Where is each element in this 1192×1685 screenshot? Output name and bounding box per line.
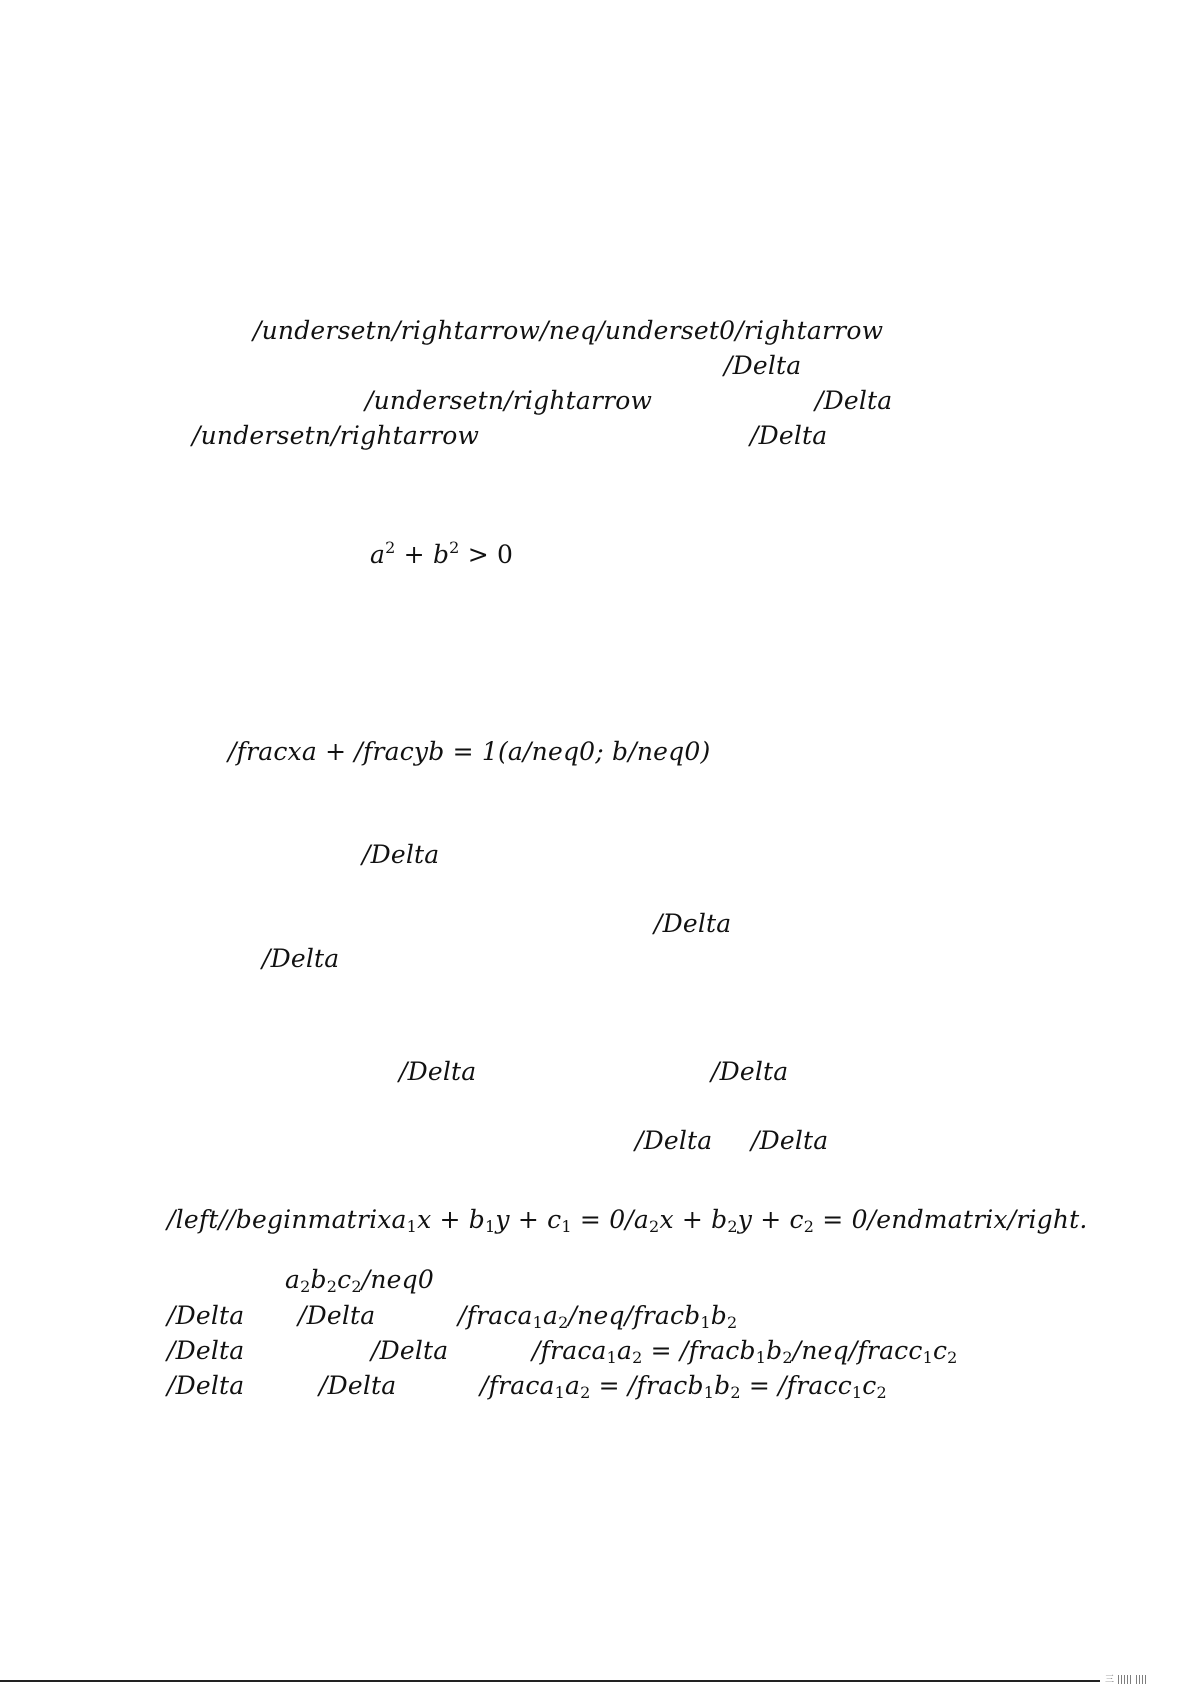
- formula-delta: /Delta: [751, 1126, 829, 1155]
- formula-delta: /Delta: [815, 386, 893, 415]
- formula-delta: /Delta: [399, 1057, 477, 1086]
- row-3-delta-b: /Delta: [319, 1371, 397, 1400]
- formula-linear-system: /left//beginmatrixa$_1$x + $b_1y + c_1 = 0/a_2x + b_2y + c_2$ = 0/endmatrix/right.: [167, 1205, 1088, 1236]
- formula-a2b2c2-neq0: $a_2b_2c_2/neq0$: [285, 1265, 434, 1296]
- row-1-delta-b: /Delta: [298, 1301, 376, 1330]
- bottom-rule: [0, 1680, 1100, 1682]
- formula-delta: /Delta: [362, 840, 440, 869]
- row-2-delta-b: /Delta: [371, 1336, 449, 1365]
- row-1-delta-a: /Delta: [167, 1301, 245, 1330]
- footer-mark: 三 ||||| ||||: [1105, 1675, 1148, 1685]
- row-2-delta-a: /Delta: [167, 1336, 245, 1365]
- formula-limit-arrow: /undersetn/rightarrow: [365, 386, 653, 415]
- formula-limit-arrow: /undersetn/rightarrow: [192, 421, 480, 450]
- formula-delta: /Delta: [654, 909, 732, 938]
- row-3-delta-a: /Delta: [167, 1371, 245, 1400]
- formula-delta: /Delta: [724, 351, 802, 380]
- row-1-ratio: $/fraca_1a_2/neq/fracb_1b_2$: [458, 1301, 738, 1332]
- formula-delta: /Delta: [711, 1057, 789, 1086]
- formula-delta: /Delta: [635, 1126, 713, 1155]
- formula-a2-plus-b2: $a^2 + b^2 > 0$: [370, 538, 514, 569]
- formula-delta: /Delta: [750, 421, 828, 450]
- formula-delta: /Delta: [262, 944, 340, 973]
- row-2-ratio: $/fraca_1a_2$ = $/fracb_1b_2/neq/fracc_1c_2$: [532, 1336, 958, 1367]
- formula-limit-arrows: /undersetn/rightarrow/neq/underset0/rightarrow: [253, 316, 884, 345]
- formula-intercept-form: /fracxa + /fracyb = 1(a/neq0; b/neq0): [228, 737, 711, 766]
- row-3-ratio: $/fraca_1a_2$ = $/fracb_1b_2$ = $/fracc_1c_2$: [480, 1371, 887, 1402]
